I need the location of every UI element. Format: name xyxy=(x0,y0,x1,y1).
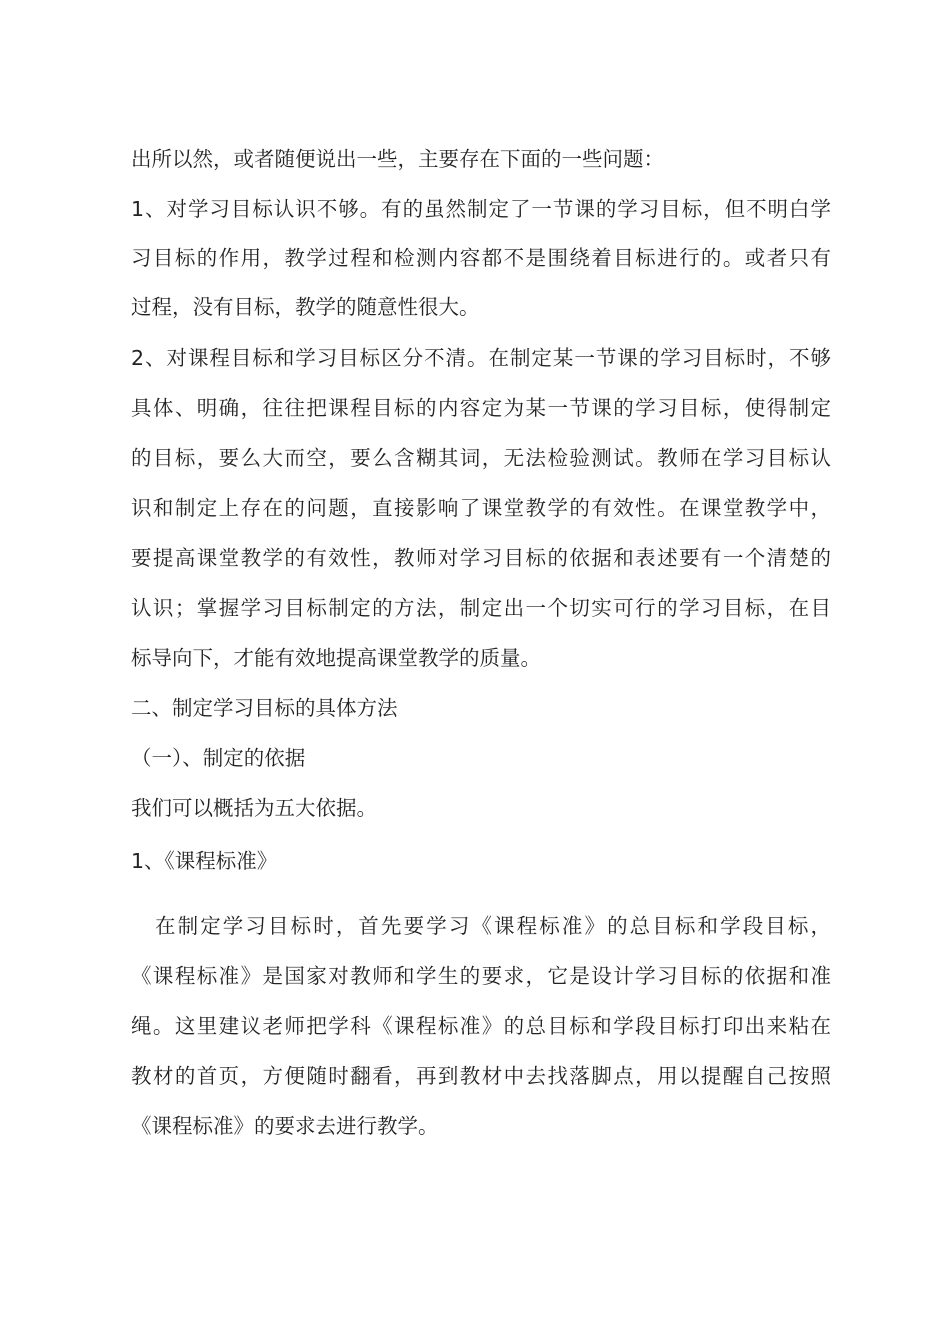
list-item-2-line: 要提高课堂教学的有效性，教师对学习目标的依据和表述要有一个清楚的 xyxy=(131,546,831,570)
paragraph-line: 《课程标准》是国家对教师和学生的要求，它是设计学习目标的依据和准 xyxy=(131,964,831,988)
list-item-1-line: 习目标的作用，教学过程和检测内容都不是围绕着目标进行的。或者只有 xyxy=(131,246,831,270)
section-heading: 二、制定学习目标的具体方法 xyxy=(131,696,398,720)
paragraph-line: 出所以然，或者随便说出一些，主要存在下面的一些问题： xyxy=(131,147,664,171)
paragraph-line: 在制定学习目标时，首先要学习《课程标准》的总目标和学段目标， xyxy=(155,914,831,938)
paragraph-line: 《课程标准》的要求去进行教学。 xyxy=(131,1114,439,1138)
list-item-2-line: 认识；掌握学习目标制定的方法，制定出一个切实可行的学习目标，在目 xyxy=(131,596,831,620)
list-item-2-line: 的目标，要么大而空，要么含糊其词，无法检验测试。教师在学习目标认 xyxy=(131,446,831,470)
paragraph-line: 我们可以概括为五大依据。 xyxy=(131,796,377,820)
paragraph-line: 绳。这里建议老师把学科《课程标准》的总目标和学段目标打印出来粘在 xyxy=(131,1014,831,1038)
list-item-2-line: 2、对课程目标和学习目标区分不清。在制定某一节课的学习目标时，不够 xyxy=(131,346,831,370)
list-item-1-line: 1、对学习目标认识不够。有的虽然制定了一节课的学习目标，但不明白学 xyxy=(131,197,831,221)
list-item-2-line: 具体、明确，往往把课程目标的内容定为某一节课的学习目标，使得制定 xyxy=(131,396,831,420)
item-heading: 1、《课程标准》 xyxy=(131,849,278,873)
list-item-2-line: 识和制定上存在的问题，直接影响了课堂教学的有效性。在课堂教学中， xyxy=(131,496,831,520)
paragraph-line: 教材的首页，方便随时翻看，再到教材中去找落脚点，用以提醒自己按照 xyxy=(131,1064,831,1088)
list-item-1-line: 过程，没有目标，教学的随意性很大。 xyxy=(131,295,480,319)
subsection-heading: （一）、制定的依据 xyxy=(131,746,306,770)
list-item-2-line: 标导向下，才能有效地提高课堂教学的质量。 xyxy=(131,646,541,670)
